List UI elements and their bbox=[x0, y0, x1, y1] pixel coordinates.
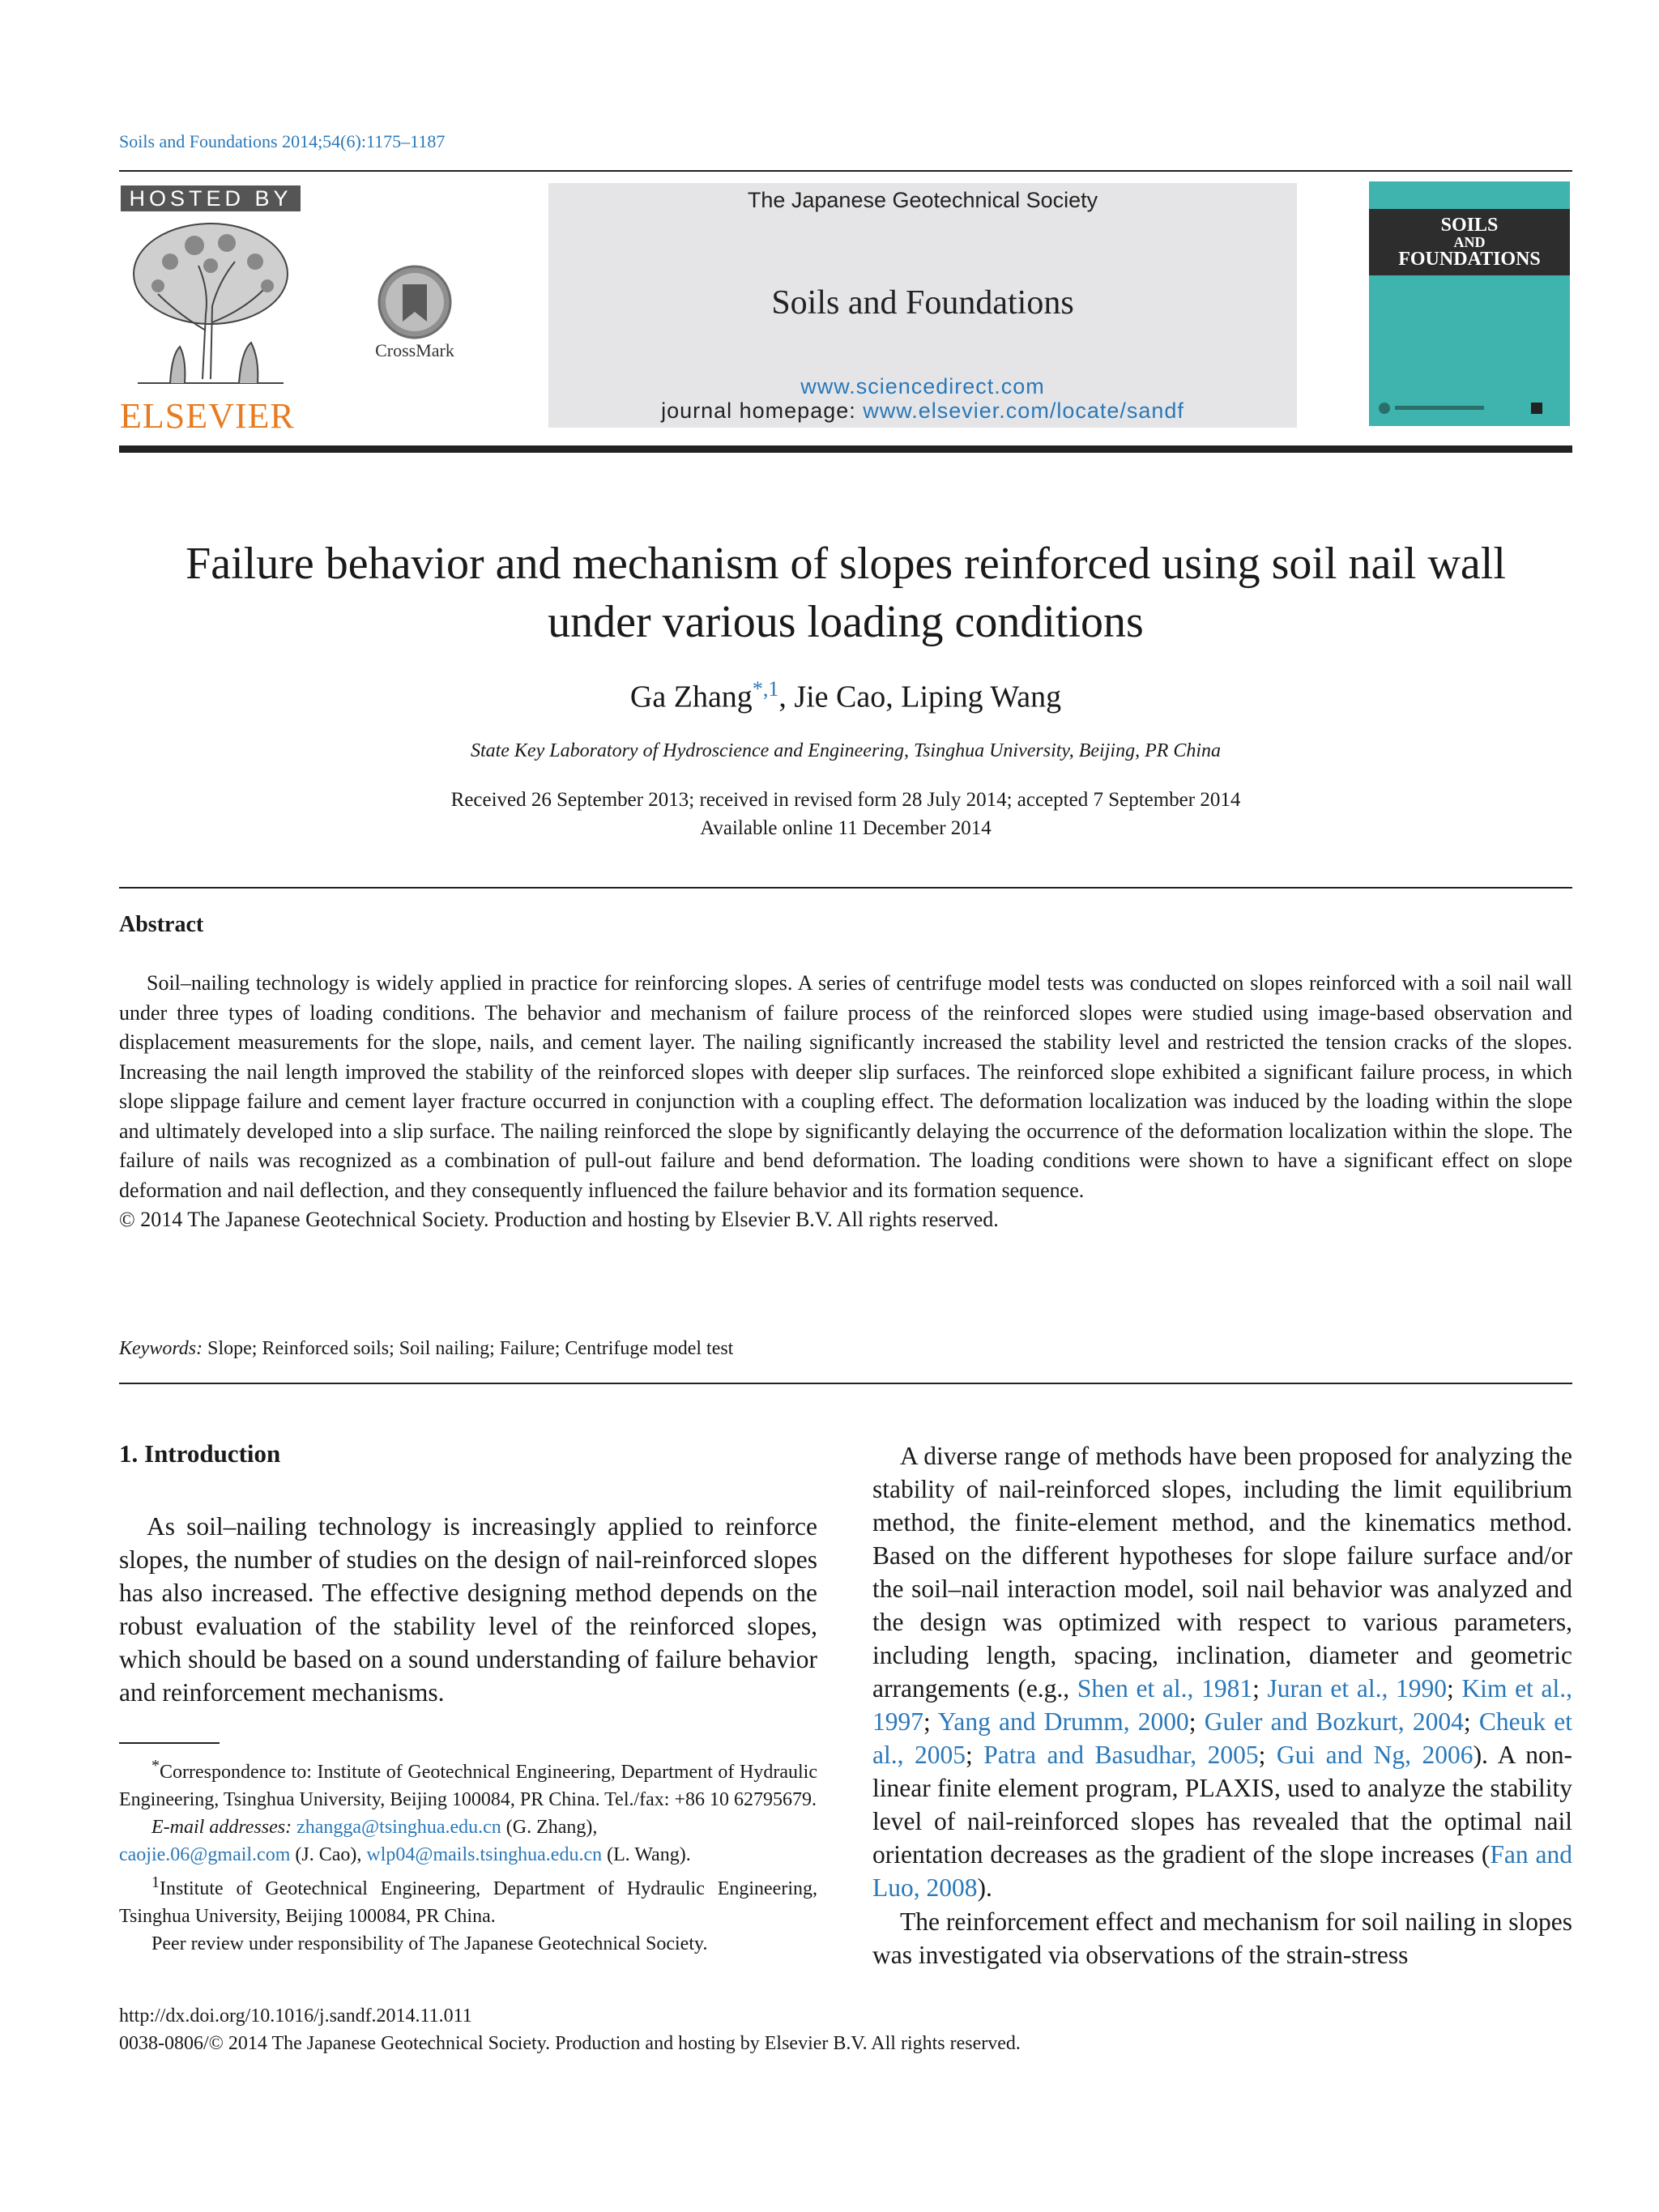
cover-title-line: FOUNDATIONS bbox=[1398, 249, 1541, 270]
paragraph-text: ). bbox=[977, 1873, 992, 1902]
footnote-rule bbox=[119, 1742, 220, 1744]
intro-paragraph-methods: A diverse range of methods have been proposed for analyzing the stability of nail-reinforced slopes, including the limit equilibrium method, the finite-element method, and the kinematics method. Based on the different hypotheses for slope failure surface and/or the soil–nail interaction model, soil nail behavior was analyzed and the design was optimized with respect to various parameters, including length, spacing, inclination, diameter and geometric arrangements (e.g., Shen et al., 1981; Juran et al., 1990; Kim et al., 1997; Yang and Drumm, 2000; Guler and Bozkurt, 2004; Cheuk et al., 2005; Patra and Basudhar, 2005; Gui and Ng, 2006). A non-linear finite element program, PLAXIS, used to analyze the stability level of nail-reinforced slopes has revealed that the optimal nail orientation decreases as the gradient of the slope increases (Fan and Luo, 2008). bbox=[872, 1442, 1572, 1902]
cover-footer-logo bbox=[1377, 401, 1562, 416]
peer-review-note: Peer review under responsibility of The Japanese Geotechnical Society. bbox=[151, 1933, 708, 1954]
affiliation-footnote bbox=[119, 1869, 817, 1930]
intro-paragraph-mechanism: The reinforcement effect and mechanism for soil nailing in slopes was investigated via observations of the strain-stress bbox=[872, 1907, 1572, 1969]
homepage-label: journal homepage: bbox=[661, 399, 864, 423]
author-list bbox=[119, 677, 1572, 715]
journal-homepage bbox=[548, 399, 1297, 424]
footer-copyright: 0038-0806/© 2014 The Japanese Geotechnical Society. Production and hosting by Elsevier B.V. All rights reserved. bbox=[119, 2033, 1021, 2054]
abstract-copyright: © 2014 The Japanese Geotechnical Society. Production and hosting by Elsevier B.V. All rights reserved. bbox=[119, 1208, 999, 1231]
journal-cover-title bbox=[1369, 217, 1570, 268]
title-line: under various loading conditions bbox=[548, 597, 1144, 647]
article-title bbox=[119, 535, 1572, 651]
email-owner: (J. Cao), bbox=[290, 1844, 367, 1865]
cover-title-line: AND bbox=[1453, 234, 1486, 250]
reference-link[interactable]: Kim et al., 1997 bbox=[872, 1674, 1572, 1736]
crossmark-label: CrossMark bbox=[375, 340, 454, 360]
homepage-link[interactable]: www.elsevier.com/locate/sandf bbox=[863, 399, 1184, 423]
crossmark-icon[interactable] bbox=[370, 263, 459, 344]
email-owner: (L. Wang). bbox=[602, 1844, 691, 1865]
email-link[interactable]: caojie.06@gmail.com bbox=[119, 1844, 291, 1865]
abstract-text: Soil–nailing technology is widely applied in practice for reinforcing slopes. A series of centrifuge model tests was conducted on slopes reinforced with a soil nail wall under three types of loading conditions. The behavior and mechanism of failure process of the reinforced slopes were studied using image-based observation and displacement measurements for the slope, nails, and cement layer. The nailing significantly increased the stability level and restricted the tension cracks of the slopes. Increasing the nail length improved the stability of the reinforced slopes with deeper slip surfaces. The reinforced slope exhibited a significant failure process, in which slope slippage failure and cement layer fracture occurred in conjunction with a coupling effect. The deformation localization was induced by the loading within the slope and ultimately developed into a slip surface. The nailing reinforced the slope by significantly delaying the occurrence of the deformation localization within the slope. The failure of nails was recognized as a combination of pull-out failure and bend deformation. The loading conditions were shown to have a significant effect on slope deformation and nail deflection, and they consequently influenced the failure behavior and its formation sequence. bbox=[119, 971, 1572, 1202]
sciencedirect-link[interactable]: www.sciencedirect.com bbox=[800, 374, 1045, 399]
reference-link[interactable]: Fan and Luo, 2008 bbox=[872, 1840, 1572, 1902]
received-dates: Received 26 September 2013; received in revised form 28 July 2014; accepted 7 September 2014 bbox=[450, 789, 1241, 811]
paragraph-text: ). A non-linear finite element program, PLAXIS, used to analyze the stability level of nail-reinforced slopes has revealed that the optimal nail orientation decreases as the gradient of the slope increases ( bbox=[872, 1741, 1572, 1869]
society-name: The Japanese Geotechnical Society bbox=[747, 188, 1098, 212]
hosted-by-label: HOSTED BY bbox=[121, 185, 301, 211]
email-link[interactable]: zhangga@tsinghua.edu.cn bbox=[296, 1817, 501, 1838]
reference-link[interactable]: Yang and Drumm, 2000 bbox=[937, 1707, 1189, 1736]
footnotes bbox=[119, 1752, 817, 1958]
header-bottom-rule bbox=[119, 445, 1572, 453]
section-heading-introduction: 1. Introduction bbox=[119, 1439, 281, 1468]
elsevier-tree-logo bbox=[122, 217, 300, 395]
reference-link[interactable]: Gui and Ng, 2006 bbox=[1276, 1741, 1473, 1769]
article-dates bbox=[119, 786, 1572, 842]
doi-link[interactable]: http://dx.doi.org/10.1016/j.sandf.2014.11.011 bbox=[119, 2005, 472, 2027]
reference-link[interactable]: Shen et al., 1981 bbox=[1077, 1674, 1253, 1703]
author-footnote-mark[interactable]: *,1 bbox=[752, 677, 779, 701]
affiliation: State Key Laboratory of Hydroscience and Engineering, Tsinghua University, Beijing, PR China bbox=[470, 740, 1222, 761]
email-owner: (G. Zhang), bbox=[501, 1817, 598, 1838]
correspondence-footnote bbox=[119, 1752, 817, 1813]
author-name: Ga Zhang bbox=[629, 680, 753, 714]
affiliation-footnote-text: Institute of Geotechnical Engineering, Department of Hydraulic Engineering, Tsinghua University, Beijing 100084, PR China. bbox=[119, 1878, 817, 1927]
abstract-body bbox=[119, 969, 1572, 1235]
title-line: Failure behavior and mechanism of slopes reinforced using soil nail wall bbox=[186, 539, 1506, 589]
abstract-heading: Abstract bbox=[119, 912, 204, 937]
keywords bbox=[119, 1338, 733, 1360]
correspondence-text: Correspondence to: Institute of Geotechnical Engineering, Department of Hydraulic Engineering, Tsinghua University, Beijing 100084, PR China. Tel./fax: +86 10 62795679. bbox=[119, 1762, 817, 1810]
header-top-rule bbox=[119, 170, 1572, 172]
reference-link[interactable]: Patra and Basudhar, 2005 bbox=[983, 1741, 1259, 1769]
author-names-rest: , Jie Cao, Liping Wang bbox=[778, 680, 1062, 714]
available-date: Available online 11 December 2014 bbox=[700, 817, 992, 839]
paragraph-text: A diverse range of methods have been proposed for analyzing the stability of nail-reinforced slopes, including the limit equilibrium method, the finite-element method, and the kinematics method. Based on the different hypotheses for slope failure surface and/or the soil–nail interaction model, soil nail behavior was analyzed and the design was optimized with respect to various parameters, including length, spacing, inclination, diameter and geometric arrangements (e.g., bbox=[872, 1442, 1572, 1703]
abstract-bottom-rule bbox=[119, 1383, 1572, 1384]
email-footnote bbox=[119, 1813, 817, 1869]
footnote-mark: * bbox=[151, 1757, 160, 1775]
reference-link[interactable]: Cheuk et al., 2005 bbox=[872, 1707, 1572, 1769]
email-link[interactable]: wlp04@mails.tsinghua.edu.cn bbox=[366, 1844, 603, 1865]
email-label: E-mail addresses: bbox=[151, 1817, 292, 1838]
reference-link[interactable]: Juran et al., 1990 bbox=[1267, 1674, 1447, 1703]
abstract-top-rule bbox=[119, 887, 1572, 889]
intro-paragraph: As soil–nailing technology is increasingly applied to reinforce slopes, the number of studies on the design of nail-reinforced slopes has also increased. The effective designing method depends on the robust evaluation of the stability level of the reinforced slopes, which should be based on a sound understanding of failure behavior and reinforcement mechanisms. bbox=[119, 1512, 817, 1707]
journal-name: Soils and Foundations bbox=[771, 284, 1074, 322]
reference-link[interactable]: Guler and Bozkurt, 2004 bbox=[1204, 1707, 1464, 1736]
keywords-label: Keywords: bbox=[119, 1338, 203, 1359]
elsevier-wordmark: ELSEVIER bbox=[120, 396, 295, 436]
footnote-mark: 1 bbox=[151, 1873, 160, 1891]
keywords-values: Slope; Reinforced soils; Soil nailing; Failure; Centrifuge model test bbox=[203, 1338, 734, 1359]
cover-title-line: SOILS bbox=[1440, 215, 1499, 236]
journal-citation-link[interactable]: Soils and Foundations 2014;54(6):1175–1187 bbox=[119, 131, 446, 151]
